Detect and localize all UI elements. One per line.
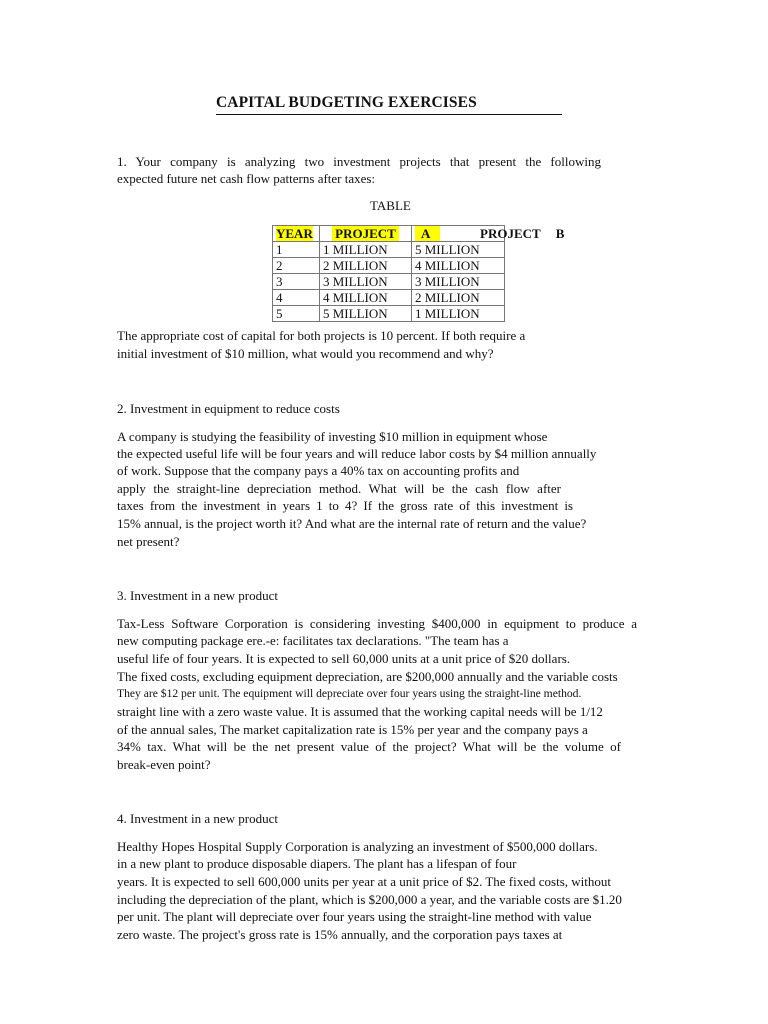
table-row xyxy=(273,306,505,322)
q2-line-4: apply the straight-line depreciation method. What will be the cash flow after xyxy=(117,481,561,496)
q2-heading: 2. Investment in equipment to reduce costs xyxy=(117,401,340,416)
q4-line-3: years. It is expected to sell 600,000 units per year at a unit price of $2. The fixed costs, without xyxy=(117,874,611,889)
table-header-project-a: A xyxy=(412,226,505,242)
q4-line-4: including the depreciation of the plant, which is $200,000 a year, and the variable costs are $1.20 xyxy=(117,892,622,907)
table-header-year: YEAR xyxy=(273,226,320,242)
q1-line-1: 1. Your company is analyzing two investment projects that present the following xyxy=(117,154,601,169)
q4-line-6: zero waste. The project's gross rate is 15% annually, and the corporation pays taxes at xyxy=(117,927,563,942)
q2-line-2: the expected useful life will be four years and will reduce labor costs by $4 million annually xyxy=(117,446,597,461)
q3-line-3: useful life of four years. It is expected to sell 60,000 units at a unit price of $20 dollars. xyxy=(117,651,571,666)
table-cell-year: 1 xyxy=(273,242,320,258)
q4-line-5: per unit. The plant will depreciate over four years using the straight-line method with value xyxy=(117,909,592,924)
table-header-project: PROJECT xyxy=(320,226,412,242)
table-cell-project-a: 5 MILLION xyxy=(320,306,412,322)
q3-line-1: Tax-Less Software Corporation is considering investing $400,000 in equipment to produce a xyxy=(117,616,637,631)
table-cell-project-a: 4 MILLION xyxy=(320,290,412,306)
q2-line-6: 15% annual, is the project worth it? And what are the internal rate of return and the value? xyxy=(117,516,587,531)
q4-heading: 4. Investment in a new product xyxy=(117,811,279,826)
table-cell-project-b: 1 MILLION xyxy=(412,306,505,322)
q2-line-7: net present? xyxy=(117,534,180,549)
q3-line-6: straight line with a zero waste value. It is assumed that the working capital needs will be 1/12 xyxy=(117,704,603,719)
q2-line-5: taxes from the investment in years 1 to 4? If the gross rate of this investment is xyxy=(117,498,573,513)
q4-line-1: Healthy Hopes Hospital Supply Corporation is analyzing an investment of $500,000 dollars. xyxy=(117,839,598,854)
table-cell-project-a: 1 MILLION xyxy=(320,242,412,258)
q3-heading: 3. Investment in a new product xyxy=(117,588,279,603)
table-cell-project-b: 3 MILLION xyxy=(412,274,505,290)
q3-line-2: new computing package ere.-e: facilitates tax declarations. "The team has a xyxy=(117,633,509,648)
q1-after-line-2: initial investment of $10 million, what would you recommend and why? xyxy=(117,346,494,361)
q2-line-1: A company is studying the feasibility of investing $10 million in equipment whose xyxy=(117,429,548,444)
table-row xyxy=(273,258,505,274)
table-row xyxy=(273,290,505,306)
table-cell-year: 3 xyxy=(273,274,320,290)
table-cell-project-a: 3 MILLION xyxy=(320,274,412,290)
q4-line-2: in a new plant to produce disposable diapers. The plant has a lifespan of four xyxy=(117,856,517,871)
q3-line-4: The fixed costs, excluding equipment depreciation, are $200,000 annually and the variable costs xyxy=(117,669,618,684)
table-row xyxy=(273,274,505,290)
q3-line-7: of the annual sales, The market capitalization rate is 15% per year and the company pays a xyxy=(117,722,588,737)
table-cell-year: 4 xyxy=(273,290,320,306)
table-header-row xyxy=(273,226,505,242)
table-cell-year: 5 xyxy=(273,306,320,322)
q2-line-3: of work. Suppose that the company pays a 40% tax on accounting profits and xyxy=(117,463,520,478)
document-title: CAPITAL BUDGETING EXERCISES xyxy=(216,94,562,115)
table-caption: TABLE xyxy=(370,198,411,213)
table-row xyxy=(273,242,505,258)
table-cell-project-b: 2 MILLION xyxy=(412,290,505,306)
q3-line-9: break-even point? xyxy=(117,757,211,772)
table-header-project-b: PROJECT B xyxy=(480,226,565,241)
table-cell-project-b: 4 MILLION xyxy=(412,258,505,274)
q1-after-line-1: The appropriate cost of capital for both projects is 10 percent. If both require a xyxy=(117,328,526,343)
cash-flow-table xyxy=(272,225,505,322)
q3-line-5: They are $12 per unit. The equipment will depreciate over four years using the straight-line method. xyxy=(117,687,582,700)
table-cell-year: 2 xyxy=(273,258,320,274)
q3-line-8: 34% tax. What will be the net present value of the project? What will be the volume of xyxy=(117,739,621,754)
q1-line-2: expected future net cash flow patterns after taxes: xyxy=(117,171,376,186)
table-cell-project-b: 5 MILLION xyxy=(412,242,505,258)
table-cell-project-a: 2 MILLION xyxy=(320,258,412,274)
